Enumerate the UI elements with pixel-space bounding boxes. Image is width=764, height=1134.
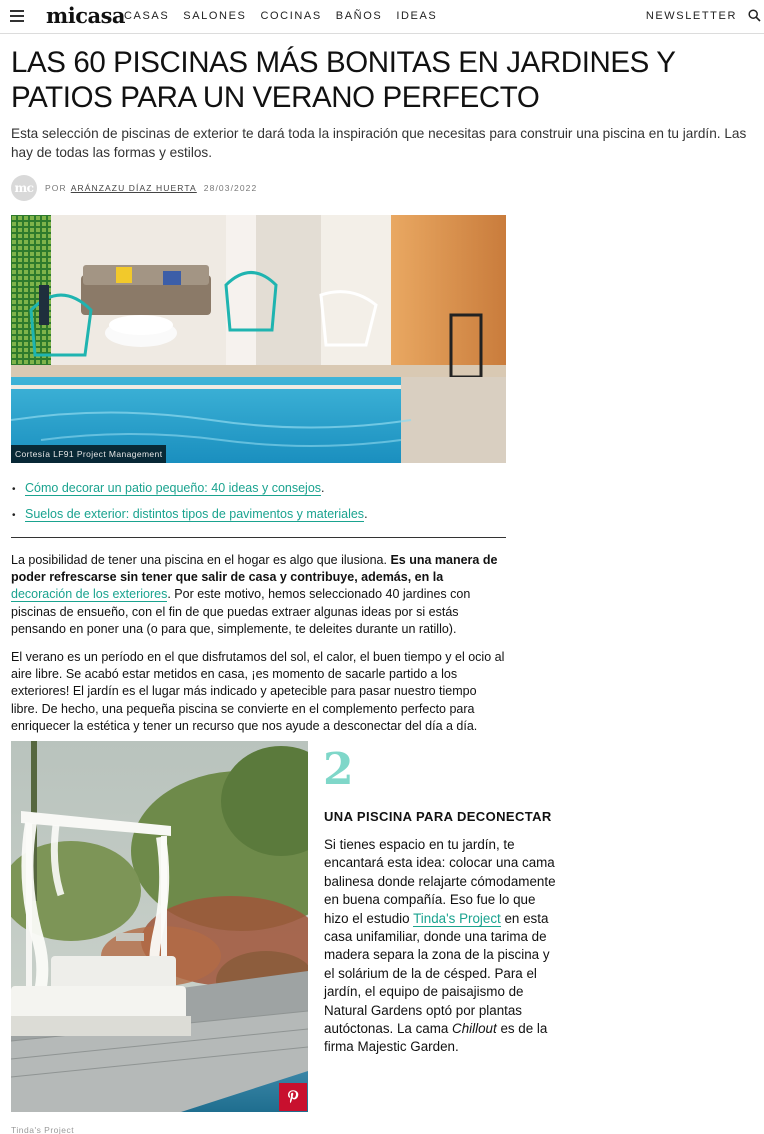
- pinterest-save-button[interactable]: [279, 1083, 307, 1111]
- image-credit: Cortesía LF91 Project Management: [11, 445, 166, 463]
- nav-item-cocinas[interactable]: COCINAS: [260, 10, 322, 22]
- list-item: • Cómo decorar un patio pequeño: 40 ideas y consejos.: [11, 480, 506, 497]
- author-link[interactable]: ARÁNZAZU DÍAZ HUERTA: [70, 183, 197, 193]
- hero-image-pool-terrace: [11, 215, 506, 463]
- hamburger-menu-icon[interactable]: [10, 10, 24, 22]
- nav-item-ideas[interactable]: IDEAS: [396, 10, 438, 22]
- related-links: [11, 480, 506, 532]
- related-link-suelos[interactable]: Suelos de exterior: distintos tipos de pavimentos y materiales: [25, 507, 365, 521]
- item-number: 2: [323, 744, 354, 795]
- balinese-bed-pool-image: [11, 741, 308, 1112]
- nav-item-salones[interactable]: SALONES: [183, 10, 247, 22]
- site-logo[interactable]: micasa: [46, 3, 126, 28]
- second-paragraph: El verano es un período en el que disfrutamos del sol, el calor, el buen tiempo y el ocio al aire libre. Se acabó estar metidos en casa, ¡es momento de sacarle partido a los exteriores! El jardín es el lugar más indicado y apetecible para pasar nuestro tiempo libre. De hecho, una pequeña piscina se convierte en el complemento perfecto para enriquecer la estética y tener un recurso que nos ayude a desconectar del día a día.: [11, 650, 505, 733]
- byline-prefix: POR: [45, 183, 67, 193]
- section-heading: UNA PISCINA PARA DECONECTAR: [324, 809, 552, 824]
- image-credit: Tinda's Project: [11, 1125, 75, 1134]
- main-nav: [124, 10, 451, 22]
- nav-item-banos[interactable]: BAÑOS: [335, 10, 383, 22]
- article-subtitle: Esta selección de piscinas de exterior te dará toda la inspiración que necesitas para construir una piscina en tu jardín. Las hay de todas las formas y estilos.: [11, 126, 747, 160]
- byline: [11, 175, 257, 201]
- item-description: Si tienes espacio en tu jardín, te encantará esta idea: colocar una cama balinesa donde relajarte cómodamente en buena compañía. Eso fue lo que hizo el estudio Tinda's Project en esta casa unifamiliar, donde una tarima de madera separa la zona de la piscina y el solárium de la de césped. Para el jardín, el equipo de paisajismo de Natural Gardens optó por plantas autóctonas. La cama Chillout es de la firma Majestic Garden.: [324, 837, 556, 1055]
- top-navigation-bar: [0, 0, 764, 34]
- page-title: LAS 60 PISCINAS MÁS BONITAS EN JARDINES Y PATIOS PARA UN VERANO PERFECTO: [11, 46, 675, 114]
- pinterest-icon: [286, 1089, 300, 1105]
- intro-paragraph: La posibilidad de tener una piscina en el hogar es algo que ilusiona. Es una manera de poder refrescarse sin tener que salir de casa y contribuye, además, en la decoración de los exteriores. Por este motivo, hemos seleccionado 40 jardines con piscinas de ensueño, con el fin de que puedas extraer algunas ideas por si estás pensando en poner una (o para que, simplemente, te deleites durante un ratillo).: [11, 553, 498, 636]
- link-tindas-project[interactable]: Tinda's Project: [413, 910, 501, 926]
- search-icon[interactable]: [748, 9, 761, 22]
- related-link-patio[interactable]: Cómo decorar un patio pequeño: 40 ideas y consejos: [25, 481, 322, 495]
- link-decoracion-exteriores[interactable]: decoración de los exteriores: [11, 587, 168, 602]
- nav-item-casas[interactable]: CASAS: [124, 10, 170, 22]
- newsletter-link[interactable]: NEWSLETTER: [645, 10, 737, 22]
- publish-date: 28/03/2022: [203, 183, 258, 193]
- author-avatar: mc: [11, 175, 37, 201]
- list-item: • Suelos de exterior: distintos tipos de pavimentos y materiales.: [11, 506, 506, 523]
- divider: [11, 537, 506, 538]
